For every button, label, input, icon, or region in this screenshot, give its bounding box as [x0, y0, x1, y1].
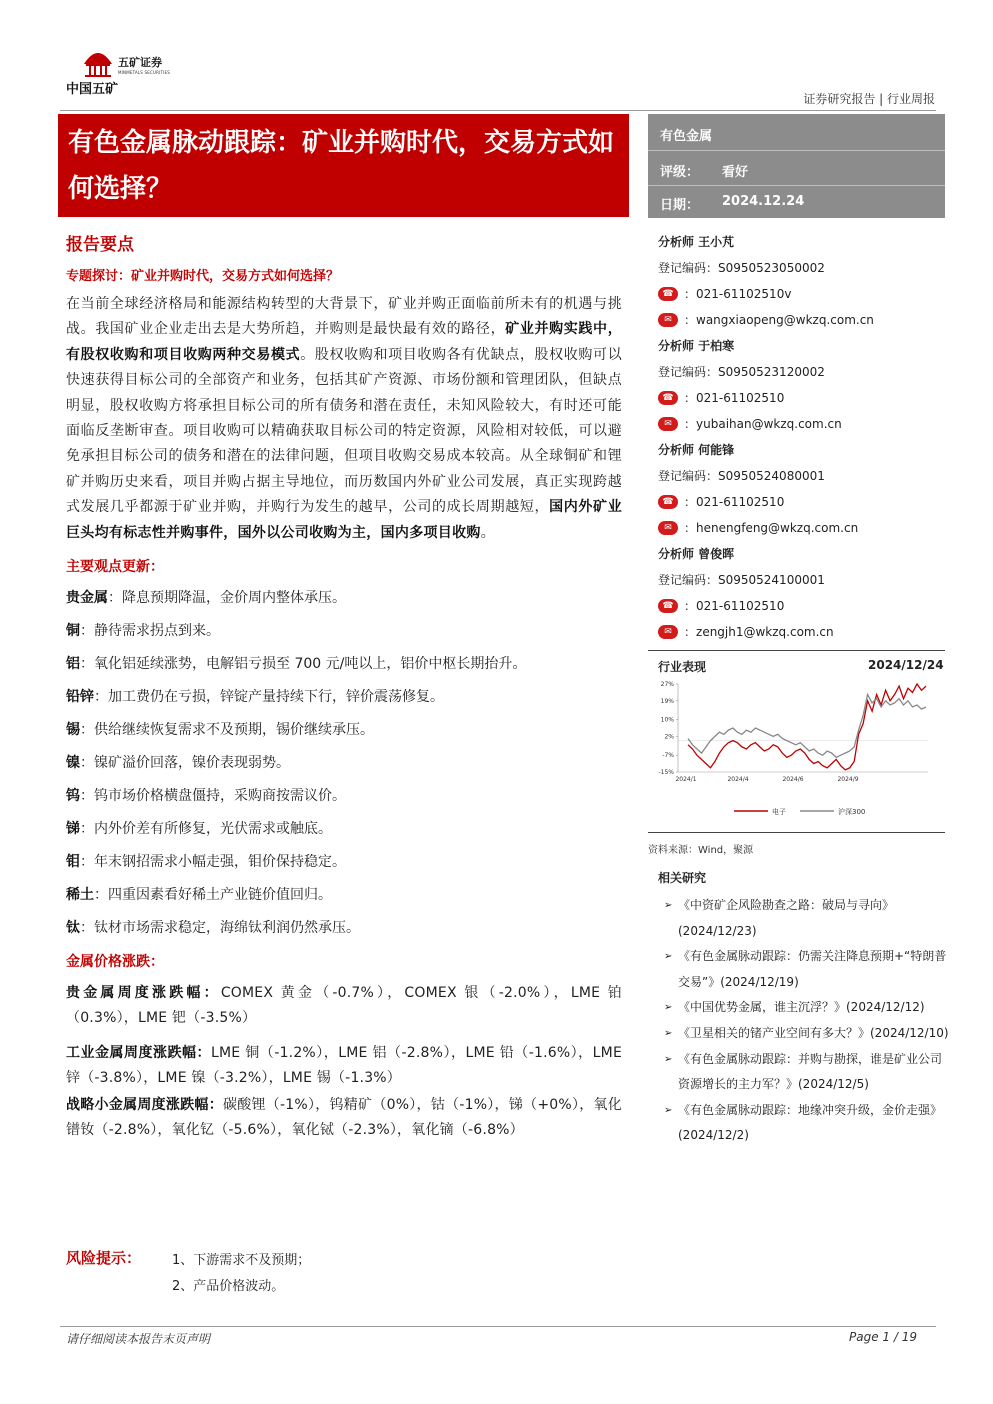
- y-tick-label: -15%: [658, 769, 674, 776]
- legend-label: 电子: [772, 808, 786, 816]
- arrow-icon: ➢: [664, 1053, 673, 1065]
- colon: ：: [684, 495, 697, 509]
- legend-label: 沪深300: [838, 808, 866, 816]
- view-key: 铝: [66, 656, 80, 673]
- view-text: ：供给继续恢复需求不及预期，锡价继续承压。: [80, 722, 374, 739]
- related-text: 《有色金属脉动跟踪：地缘冲突升级，金价走强》(2024/12/2): [678, 1102, 943, 1143]
- view-item: [66, 653, 622, 675]
- logo-emblem-icon: [80, 44, 116, 78]
- rating-box: [648, 114, 945, 218]
- date-label: 日期：: [660, 198, 700, 213]
- arrow-icon: ➢: [664, 900, 673, 911]
- footer-divider: [60, 1326, 936, 1327]
- view-key: 贵金属: [66, 590, 108, 607]
- price-item: [66, 1093, 622, 1143]
- price-text: LME 铜（-1.2%），LME 铝（-2.8%），LME 铅（-1.6%），LME 锌（-3.8%），LME 镍（-3.2%），LME 锡（-1.3%）: [66, 1045, 622, 1087]
- view-key: 钼: [66, 854, 80, 871]
- price-item: [66, 981, 622, 1031]
- price-item: [66, 1041, 622, 1091]
- header-divider: [60, 110, 936, 111]
- topic-paragraph: [66, 292, 622, 546]
- price-text: 碳酸锂（-1%），钨精矿（0%），钴（-1%），锑（+0%），氧化镨钕（-2.8%），氧化钇（-5.6%），氧化铽（-2.3%），氧化镝（-6.8%）: [66, 1097, 622, 1139]
- main-content: [66, 230, 622, 1143]
- related-item[interactable]: [664, 1047, 949, 1098]
- analyst-email[interactable]: zengjh1@wkzq.com.cn: [696, 625, 834, 639]
- related-item[interactable]: [664, 944, 949, 995]
- rating-label: 评级：: [660, 165, 700, 180]
- price-key: 贵金属周度涨跌幅：: [66, 985, 221, 1002]
- view-item: [66, 851, 622, 873]
- report-title: 有色金属脉动跟踪：矿业并购时代，交易方式如何选择？: [68, 128, 615, 204]
- analyst-reg: 登记编码：S0950524080001: [658, 469, 825, 483]
- chart-title: 行业表现: [658, 660, 707, 674]
- view-key: 钨: [66, 788, 80, 805]
- view-text: ：加工费仍在亏损，锌锭产量持续下行，锌价震荡修复。: [94, 689, 444, 706]
- related-item[interactable]: [664, 995, 949, 1021]
- colon: ：: [684, 417, 697, 431]
- date-value: 2024.12.24: [722, 194, 805, 209]
- view-key: 锑: [66, 821, 80, 838]
- analyst-email[interactable]: yubaihan@wkzq.com.cn: [696, 417, 842, 431]
- colon: ：: [684, 521, 697, 535]
- x-tick-label: 2024/4: [727, 776, 749, 783]
- chart-bottom-rule: [648, 832, 945, 833]
- analyst-tel: 021-61102510: [696, 495, 785, 509]
- series-line-electronics: [688, 684, 926, 770]
- x-tick-label: 2024/1: [675, 776, 697, 783]
- email-icon: ✉: [658, 625, 678, 639]
- footer-disclaimer: 请仔细阅读本报告末页声明: [66, 1332, 211, 1346]
- price-text: COMEX 黄金（-0.7%），COMEX 银（-2.0%），LME 铂（0.3%），LME 钯（-3.5%）: [66, 985, 622, 1027]
- view-text: ：钛材市场需求稳定，海绵钛利润仍然承压。: [80, 920, 360, 937]
- y-tick-label: 10%: [660, 716, 674, 724]
- email-icon: ✉: [658, 313, 678, 327]
- view-item: [66, 719, 622, 741]
- arrow-icon: ➢: [664, 1027, 673, 1039]
- arrow-icon: ➢: [664, 1002, 673, 1014]
- view-text: ：四重因素看好稀土产业链价值回归。: [94, 887, 332, 904]
- view-key: 钛: [66, 920, 80, 937]
- para-text: 在当前全球经济格局和能源结构转型的大背景下，矿业并购正面临前所未有的机遇与挑战。我国矿业企业走出去是大势所趋，并购则是最快最有效的路径，: [66, 296, 622, 338]
- related-text: 《卫星相关的锗产业空间有多大？》(2024/12/10): [678, 1025, 949, 1040]
- view-text: ：年末钢招需求小幅走强，钼价保持稳定。: [80, 854, 346, 871]
- email-icon: ✉: [658, 417, 678, 431]
- arrow-icon: ➢: [664, 1104, 673, 1116]
- logo-brand-text: 五矿证券: [118, 56, 162, 69]
- arrow-icon: ➢: [664, 951, 673, 963]
- phone-icon: ☎: [658, 391, 678, 405]
- view-key: 镍: [66, 755, 80, 772]
- doc-type: 证券研究报告 | 行业周报: [803, 92, 935, 106]
- view-item: [66, 785, 622, 807]
- phone-icon: ☎: [658, 599, 678, 613]
- logo-brand-en-text: MINMETALS SECURITIES: [118, 70, 170, 75]
- view-text: ：降息预期降温，金价周内整体承压。: [108, 590, 346, 607]
- risk-label: 风险提示：: [66, 1249, 142, 1267]
- related-item[interactable]: [664, 893, 949, 944]
- view-text: ：钨市场价格横盘僵持，采购商按需议价。: [80, 788, 346, 805]
- analyst-tel: 021-61102510: [696, 599, 785, 613]
- chart-source: 资料来源：Wind，聚源: [648, 845, 754, 856]
- analyst-panel: [658, 232, 948, 648]
- phone-icon: ☎: [658, 287, 678, 301]
- box-divider: [648, 150, 945, 151]
- view-item: [66, 818, 622, 840]
- chart-date: 2024/12/24: [868, 658, 944, 672]
- related-item[interactable]: [664, 1021, 949, 1047]
- colon: ：: [684, 313, 697, 327]
- email-icon: ✉: [658, 521, 678, 535]
- risk-item: 2、产品价格波动。: [172, 1279, 285, 1294]
- related-text: 《中国优势金属，谁主沉浮？》(2024/12/12): [678, 1000, 925, 1015]
- y-tick-label: 2%: [664, 733, 674, 741]
- view-key: 铅锌: [66, 689, 94, 706]
- page-number: Page 1 / 19: [849, 1330, 917, 1344]
- colon: ：: [684, 625, 697, 639]
- analyst-email[interactable]: wangxiaopeng@wkzq.com.cn: [696, 313, 874, 327]
- analyst-reg: 登记编码：S0950523050002: [658, 261, 825, 275]
- analyst-card: [658, 232, 948, 336]
- box-divider: [648, 185, 945, 186]
- y-tick-label: 19%: [660, 697, 674, 705]
- analyst-reg: 登记编码：S0950524100001: [658, 573, 825, 587]
- analyst-name: 分析师 何能锋: [658, 443, 735, 457]
- price-key: 工业金属周度涨跌幅：: [66, 1045, 212, 1062]
- view-key: 锡: [66, 722, 80, 739]
- section-title: 报告要点: [66, 235, 134, 255]
- view-key: 稀土: [66, 887, 94, 904]
- related-item[interactable]: [664, 1098, 949, 1149]
- analyst-name: 分析师 王小芃: [658, 235, 735, 249]
- views-list: [66, 587, 622, 939]
- company-logo: [66, 44, 216, 100]
- price-key: 战略小金属周度涨跌幅：: [66, 1097, 223, 1114]
- topic-heading: 专题探讨：矿业并购时代，交易方式如何选择？: [66, 269, 340, 284]
- view-text: ：氧化铝延续涨势，电解铝亏损至 700 元/吨以上，铝价中枢长期抬升。: [80, 656, 527, 673]
- related-text: 《中资矿企风险勘查之路：破局与寻向》(2024/12/23): [678, 898, 895, 938]
- para-bold: 国内外矿业巨头均有标志性并购事件，国外以公司收购为主，国内多项目收购: [66, 499, 623, 541]
- y-tick-label: -7%: [662, 752, 674, 760]
- risk-item: 1、下游需求不及预期；: [172, 1253, 311, 1268]
- view-key: 铜: [66, 623, 80, 640]
- related-text: 《有色金属脉动跟踪：仍需关注降息预期+“特朗普交易”》(2024/12/19): [678, 949, 947, 989]
- view-item: [66, 686, 622, 708]
- logo-cn-text: 中国五矿: [66, 82, 119, 97]
- y-tick-label: 27%: [660, 681, 674, 688]
- related-title: 相关研究: [658, 871, 707, 885]
- chart-top-rule: [648, 650, 945, 651]
- analyst-card: [658, 440, 948, 544]
- related-text: 《有色金属脉动跟踪：并购与勘探，谁是矿业公司资源增长的主力军？》(2024/12/5): [678, 1051, 943, 1092]
- price-heading: 金属价格涨跌：: [66, 954, 164, 971]
- view-item: [66, 884, 622, 906]
- views-heading: 主要观点更新：: [66, 559, 164, 576]
- view-item: [66, 917, 622, 939]
- phone-icon: ☎: [658, 495, 678, 509]
- para-text: 。股权收购和项目收购各有优缺点，股权收购可以快速获得目标公司的全部资产和业务，包括其矿产资源、市场份额和管理团队，但缺点明显，股权收购方将承担目标公司的所有债务和潜在责任，未知风险较大，有时还可能面临反垄断审查。项目收购可以精确获取目标公司的特定资源，风险相对较低，可以避免承担目标公司的债务和潜在的法律问题，但项目收购交易成本较高。从全球铜矿和锂矿并购历史来看，项目并购占据主导地位，而历数国内外矿业公司发展，真正实现跨越式发展几乎都源于矿业并购，并购行为发生的越早，公司的成长周期越短，: [66, 346, 622, 516]
- x-tick-label: 2024/6: [782, 776, 804, 783]
- analyst-reg: 登记编码：S0950523120002: [658, 365, 825, 379]
- view-item: [66, 620, 622, 642]
- view-text: ：镍矿溢价回落，镍价表现弱势。: [80, 755, 290, 772]
- analyst-card: [658, 336, 948, 440]
- analyst-tel: 021-61102510: [696, 391, 785, 405]
- related-list: [664, 893, 949, 1149]
- view-item: [66, 752, 622, 774]
- para-bold: 矿业并购实践中，有股权收购和项目收购两种交易模式: [66, 321, 623, 363]
- para-text: 。: [480, 524, 496, 541]
- view-item: [66, 587, 622, 609]
- analyst-tel: 021-61102510v: [696, 287, 792, 301]
- title-banner: [58, 114, 629, 217]
- industry-performance-chart: [652, 676, 944, 824]
- colon: ：: [684, 391, 697, 405]
- x-tick-label: 2024/9: [837, 776, 859, 783]
- analyst-name: 分析师 于柏寒: [658, 339, 735, 353]
- colon: ：: [684, 599, 697, 613]
- view-text: ：内外价差有所修复，光伏需求或触底。: [80, 821, 332, 838]
- analyst-name: 分析师 曾俊晖: [658, 547, 735, 561]
- colon: ：: [684, 287, 697, 301]
- analyst-card: [658, 544, 948, 648]
- view-text: ：静待需求拐点到来。: [80, 623, 220, 640]
- analyst-email[interactable]: henengfeng@wkzq.com.cn: [696, 521, 859, 535]
- industry-label: 有色金属: [660, 129, 713, 144]
- rating-value: 看好: [722, 165, 749, 180]
